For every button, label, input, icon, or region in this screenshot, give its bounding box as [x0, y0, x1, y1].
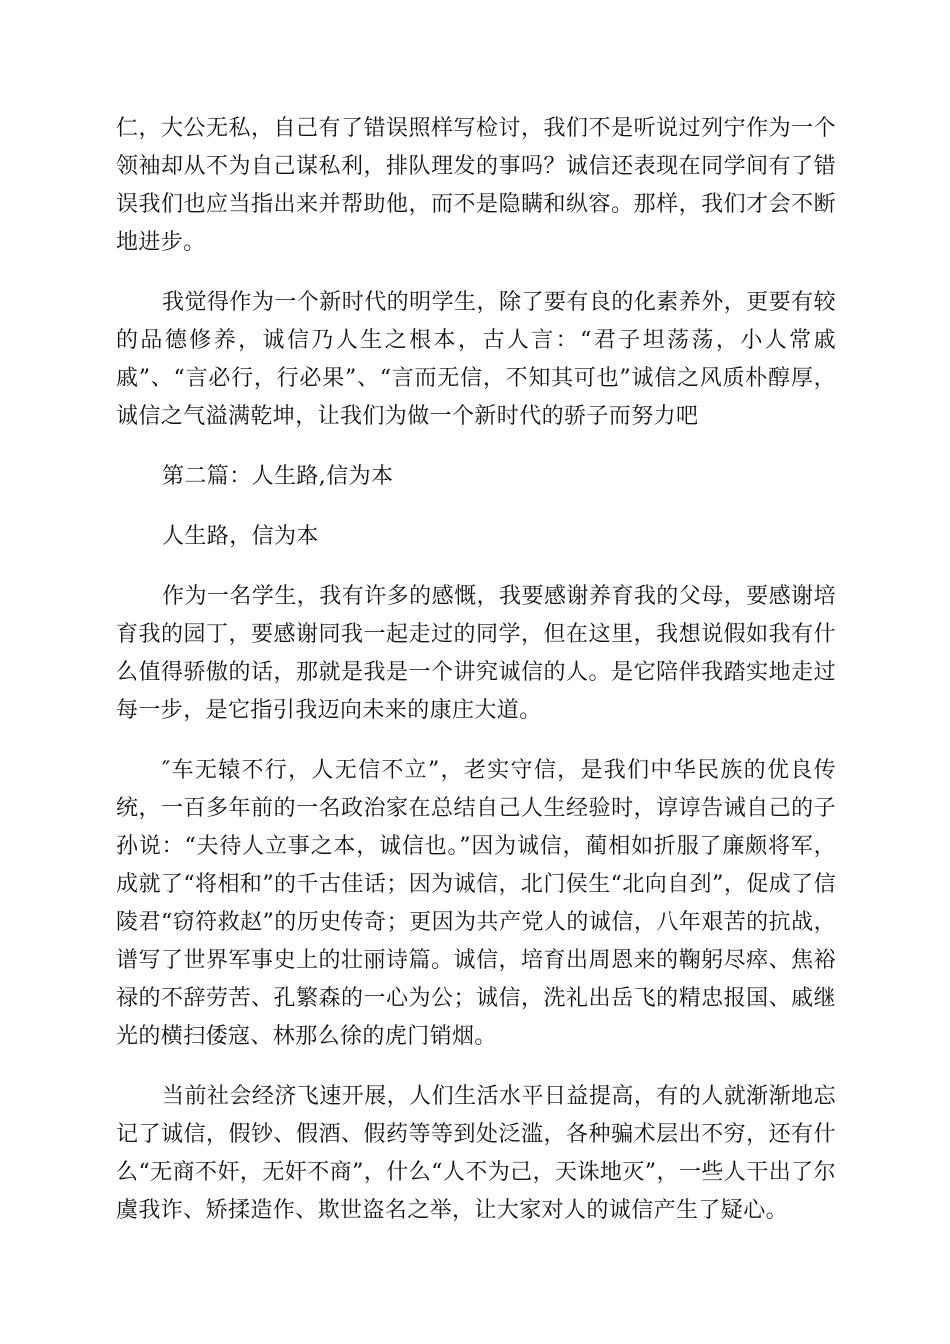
paragraph-reflection: 我觉得作为一个新时代的明学生，除了要有良的化素养外，更要有较的品德修养，诚信乃人生之根本，古人言：“君子坦荡荡，小人常戚戚”、“言必行，行必果”、“言而无信，不知其可也”诚信之风质朴醇厚，诚信之气溢满乾坤，让我们为做一个新时代的骄子而努力吧: [116, 290, 836, 429]
section-heading: 第二篇：人生路,信为本: [162, 464, 394, 489]
paragraph-intro: 作为一名学生，我有许多的感慨，我要感谢养育我的父母，要感谢培育我的园丁，要感谢同我一起走过的同学，但在这里，我想说假如我有什么值得骄傲的话，那就是我是一个讲究诚信的人。是它陪伴我踏实地走过每一步，是它指引我迈向未来的康庄大道。: [116, 584, 836, 723]
paragraph-history: ″车无辕不行，人无信不立”，老实守信，是我们中华民族的优良传统，一百多年前的一名政治家在总结自己人生经验时，谆谆告诫自己的子孙说：“夫待人立事之本，诚信也。”因为诚信，蔺相如折服了廉颇将军，成就了“将相和”的千古佳话；因为诚信，北门侯生“北向自刭”，促成了信陵君“窃符救赵”的历史传奇；更因为共产党人的诚信，八年艰苦的抗战，谱写了世界军事史上的壮丽诗篇。诚信，培育出周恩来的鞠躬尽瘁、焦裕禄的不辞劳苦、孔繁森的一心为公；诚信，洗礼出岳飞的精忠报国、戚继光的横扫倭寇、林那么徐的虎门销烟。: [116, 758, 836, 1049]
paragraph-continuation: 仁，大公无私，自己有了错误照样写检讨，我们不是听说过列宁作为一个领袖却从不为自己谋私利，排队理发的事吗？诚信还表现在同学间有了错误我们也应当指出来并帮助他，而不是隐瞒和纵容。那样，我们才会不断地进步。: [116, 116, 836, 255]
document-body: [116, 110, 836, 1252]
essay-title: 人生路，信为本: [162, 524, 319, 549]
paragraph-society: 当前社会经济飞速开展，人们生活水平日益提高，有的人就渐渐地忘记了诚信，假钞、假酒、假药等等到处泛滥，各种骗术层出不穷，还有什么“无商不奸，无奸不商”，什么“人不为己，天诛地灭”，一些人干出了尔虞我诈、矫揉造作、欺世盗名之举，让大家对人的诚信产生了疑心。: [116, 1084, 836, 1223]
